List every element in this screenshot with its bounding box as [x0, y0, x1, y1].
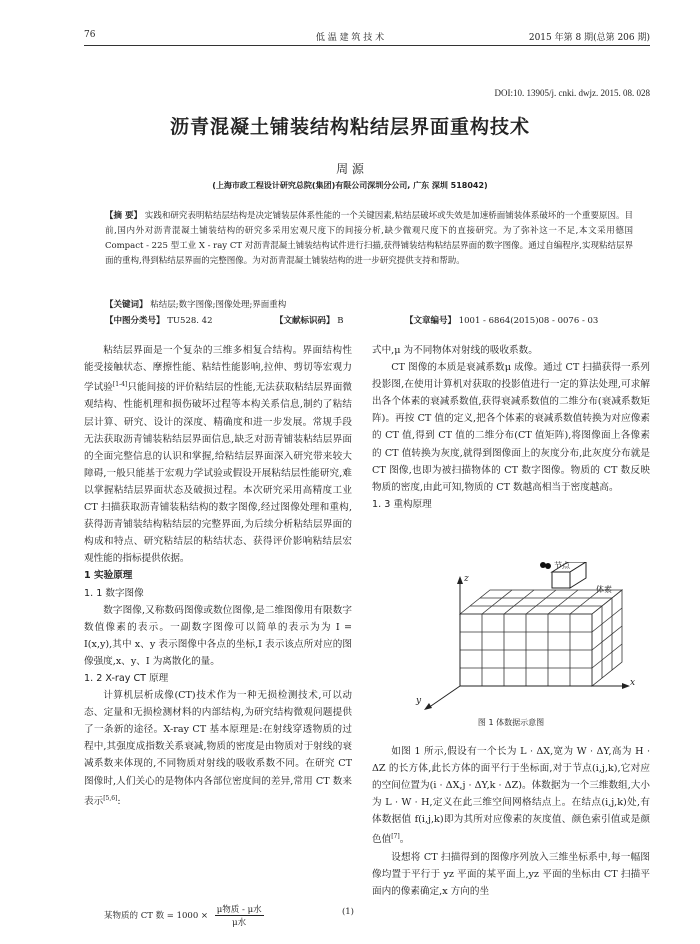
paragraph-reconstruction: 如图 1 所示,假设有一个长为 L · ΔX,宽为 W · ΔY,高为 H · ΔZ 的长方体,此长方体的面平行于坐标面,对于节点(i,j,k),它对应的空间位置为(i · ΔX,j · ΔY,k · ΔZ)。体数据为一个三维数组,大小为 L · W · H,定义在此三维空间网格结点上。在结点(i,j,k)处,有体数据值 f(i,j,k)即为其所对应像素的灰度值、颜色索引值或是颜色值[7]。	[372, 746, 650, 846]
intro-paragraph: 粘结层界面是一个复杂的三维多相复合结构。界面结构性能受接触状态、摩擦性能、粘结性能影响,拉伸、剪切等宏观力学试验[1-4]只能间接的评价粘结层的性能,无法获取粘结层界面微观结构、性能机理和损伤破坏过程等本构关系信息,制约了粘结层计算、研究、设计的深度、精确度和进一步发展。常规手段无法获取沥青铺装粘结层界面信息,缺乏对沥青铺装粘结层界面的全面完整信息的认识和掌握,给粘结层界面深入研究带来较大障碍,一般只能基于宏观力学试验或假设开展粘结层性能研究,难以掌握粘结层界面状态及破损过程。本次研究采用高精度工业 CT 扫描获取沥青铺装粘结构的数字图像,经过图像处理和重构,获得沥青铺装结构粘结层的完整界面,为后续分析粘结层界面的构成和特点、研究粘结层的粘结状态、获得评价影响粘结层宏观性能的指标提供依据。	[84, 345, 352, 565]
paragraph-image-sequence: 设想将 CT 扫描得到的图像序列放入三维坐标系中,每一幅图像均置于平行于 yz 平面的某平面上,yz 平面的坐标由 CT 扫描平面内的像素确定,x 方向的坐	[372, 851, 650, 897]
equation-lhs: 某物质的 CT 数 = 1000 ×	[104, 911, 209, 921]
article-no-label: 【文章编号】	[405, 316, 457, 326]
abstract-label: 【摘 要】	[105, 211, 143, 221]
keywords-label: 【关键词】	[105, 300, 148, 310]
article-no-value: 1001 - 6864(2015)08 - 0076 - 03	[458, 316, 599, 326]
right-column	[372, 342, 650, 513]
paragraph-mu: 式中,μ 为不同物体对射线的吸收系数。	[372, 345, 538, 356]
doc-code-label: 【文献标识码】	[275, 316, 335, 326]
paragraph-ct-principle: 计算机层析成像(CT)技术作为一种无损检测技术,可以动态、定量和无损检测材料的内部结构,为研究结构微观问题提供了一条新的途径。X-ray CT 基本原理是:在射线穿透物质的过程中,其强度成指数关系衰减,物质的密度是由物质对于射线的衰减系数来体现的,不同物质对射线的吸收系数不同。在研究 CT 图像时,人们关心的是物体内各部位密度间的差异,常用 CT 数来表示[5,6]:	[84, 690, 352, 807]
author: 周 源	[336, 162, 364, 176]
section-heading: 1 实验原理	[84, 570, 133, 582]
keywords-text: 粘结层;数字图像;图像处理;界面重构	[150, 300, 287, 310]
equation-number: (1)	[341, 907, 354, 917]
z-axis-arrow	[457, 576, 463, 584]
axis-label-y: y	[416, 696, 422, 706]
x-axis-arrow	[622, 683, 630, 689]
legend-node: 节点	[540, 560, 570, 571]
abstract	[105, 209, 633, 269]
paragraph-digital-image: 数字图像,又称数码图像或数位图像,是二维图像用有限数字数值像素的表示。一副数字图像可以简单的表示为为 I = I(x,y),其中 x、y 表示图像中各点的坐标,I 表示该点所对应的图像强度,x、y、I 为离散化的量。	[84, 604, 352, 667]
journal-name: 低 温 建 筑 技 术	[315, 33, 385, 43]
subsection-heading: 1. 2 X-ray CT 原理	[84, 672, 169, 684]
left-column	[84, 342, 352, 810]
affiliation: (上海市政工程设计研究总院(集团)有限公司深圳分公司, 广东 深圳 518042)	[212, 181, 488, 190]
subsection-heading: 1. 1 数字图像	[84, 587, 144, 599]
axes	[428, 580, 625, 708]
voxel-grid	[460, 590, 622, 686]
axis-label-x: x	[630, 678, 636, 688]
keywords	[105, 298, 286, 310]
doc-code-value: B	[337, 316, 344, 326]
clc-value: TU528. 42	[167, 316, 213, 326]
header-rule	[84, 45, 650, 46]
equation-denominator: μ水	[232, 918, 247, 928]
figure-caption: 图 1 体数据示意图	[477, 718, 545, 727]
abstract-text: 实践和研究表明粘结层结构是决定铺装层体系性能的一个关键因素,粘结层破坏或失效是加速桥面铺装体系破坏的一个重要原因。目前,国内外对沥青混凝土铺装结构的研究多采用宏观尺度下的间接分析,缺少微观尺度下的直接研究。为了弥补这一不足,本文采用德国 Compact - 225 型工业 X - ray CT 对沥青混凝土铺装结构试件进行扫描,获得铺装结构粘结层界面的数字图像。通过自编程序,实现粘结层界面的重构,得到粘结层界面的完整图像。为对沥青混凝土铺装结构的进一步研究提供支持和帮助。	[105, 211, 634, 266]
page-number: 76	[84, 30, 96, 40]
doi: DOI:10. 13905/j. cnki. dwjz. 2015. 08. 028	[494, 88, 650, 98]
equation-numerator: μ物质 - μ水	[216, 905, 262, 915]
paper-title: 沥青混凝土铺装结构粘结层界面重构技术	[169, 116, 530, 138]
subsection-heading: 1. 3 重构原理	[372, 498, 432, 510]
paragraph-ct-image: CT 图像的本质是衰减系数μ 成像。通过 CT 扫描获得一系列投影图,在使用计算机对获取的投影值进行一定的算法处理,可求解出各个体素的衰减系数值,获得衰减系数值的二维分布(衰减系数矩阵)。再按 CT 值的定义,把各个体素的衰减系数值转换为对应像素的 CT 值,得到 CT 值的二维分布(CT 值矩阵),将图像面上各像素的 CT 值转换为灰度,就得到图像面上的灰度分布,此灰度分布就是 CT 图像,也即为被扫描物体的 CT 数字图像。物质的 CT 数反映物质的密度,由此可知,物质的 CT 数越高相当于密度越高。	[372, 362, 650, 493]
legend-voxel: 体素	[596, 585, 612, 594]
y-axis-arrow	[424, 703, 432, 710]
clc-label: 【中图分类号】	[105, 316, 165, 326]
node-icon	[540, 562, 546, 568]
right-column-lower	[372, 743, 650, 900]
axis-label-z: z	[464, 574, 469, 584]
equation-1	[104, 903, 354, 928]
issue-info: 2015 年第 8 期(总第 206 期)	[528, 33, 650, 43]
